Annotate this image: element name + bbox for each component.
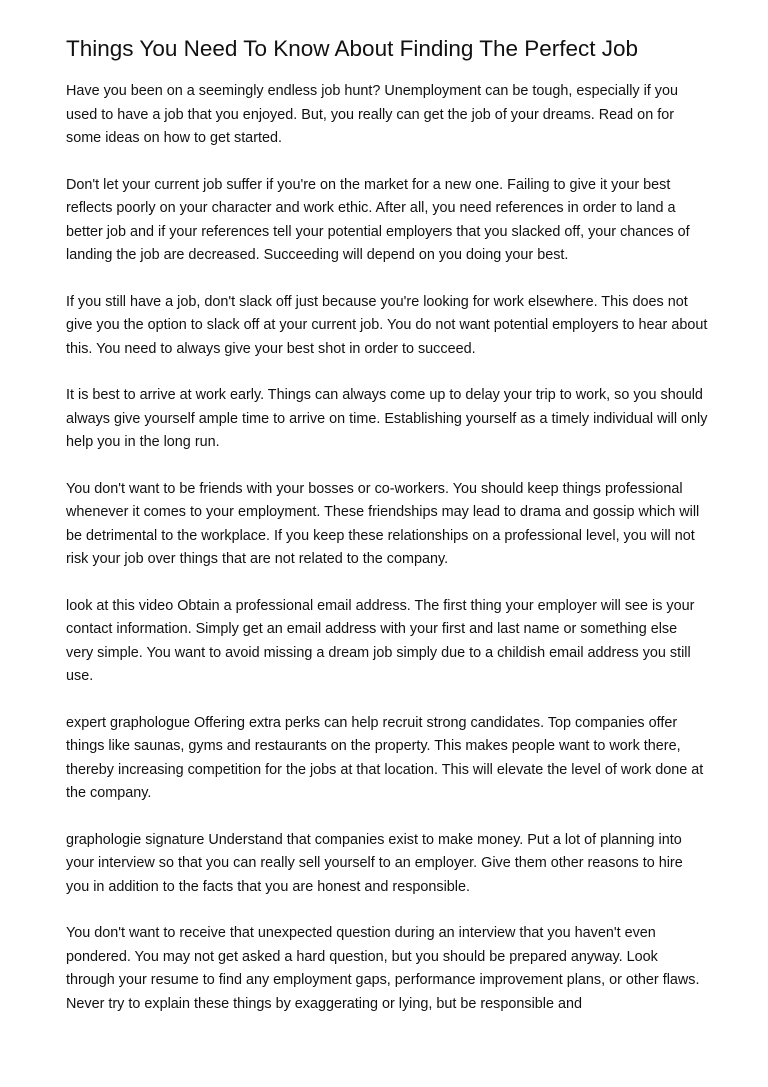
page-title: Things You Need To Know About Finding The Perfect Job xyxy=(66,36,639,61)
paragraph-9: You don't want to receive that unexpected question during an interview that you haven't even pondered. You may not get asked a hard question, but you should be prepared anyway. Look through your resume to find any employment gaps, performance improvement plans, or other flaws. Never try to explain these things by exaggerating or lying, but be responsible and xyxy=(66,925,700,1012)
paragraph-6: look at this video Obtain a professional email address. The first thing your employer will see is your contact information. Simply get an email address with your first and last name or something else very simple. You want to avoid missing a dream job simply due to a childish email address you still use. xyxy=(66,597,695,684)
paragraph-2: Don't let your current job suffer if you're on the market for a new one. Failing to give it your best reflects poorly on your character and work ethic. After all, you need references in order to land a better job and if your references tell your potential employers that you slacked off, your chances of landing the job are decreased. Succeeding will depend on you doing your best. xyxy=(66,176,690,263)
paragraph-3: If you still have a job, don't slack off just because you're looking for work elsewhere. This does not give you the option to slack off at your current job. You do not want potential employers to hear about this. You need to always give your best shot in order to succeed. xyxy=(66,293,708,357)
paragraph-5: You don't want to be friends with your bosses or co-workers. You should keep things professional whenever it comes to your employment. These friendships may lead to drama and gossip which will be detrimental to the workplace. If you keep these relationships on a professional level, you will not risk your job over things that are not related to the company. xyxy=(66,480,700,567)
paragraph-4: It is best to arrive at work early. Things can always come up to delay your trip to work, so you should always give yourself ample time to arrive on time. Establishing yourself as a timely individual will only help you in the long run. xyxy=(66,387,708,450)
paragraph-8: graphologie signature Understand that companies exist to make money. Put a lot of planning into your interview so that you can really sell yourself to an employer. Give them other reasons to hire you in addition to the facts that you are honest and responsible. xyxy=(66,831,683,895)
paragraph-1: Have you been on a seemingly endless job hunt? Unemployment can be tough, especially if you used to have a job that you enjoyed. But, you really can get the job of your dreams. Read on for some ideas on how to get started. xyxy=(66,83,678,146)
paragraph-7: expert graphologue Offering extra perks can help recruit strong candidates. Top companies offer things like saunas, gyms and restaurants on the property. This makes people want to work there, thereby increasing competition for the jobs at that location. This will elevate the level of work done at the company. xyxy=(66,714,704,801)
